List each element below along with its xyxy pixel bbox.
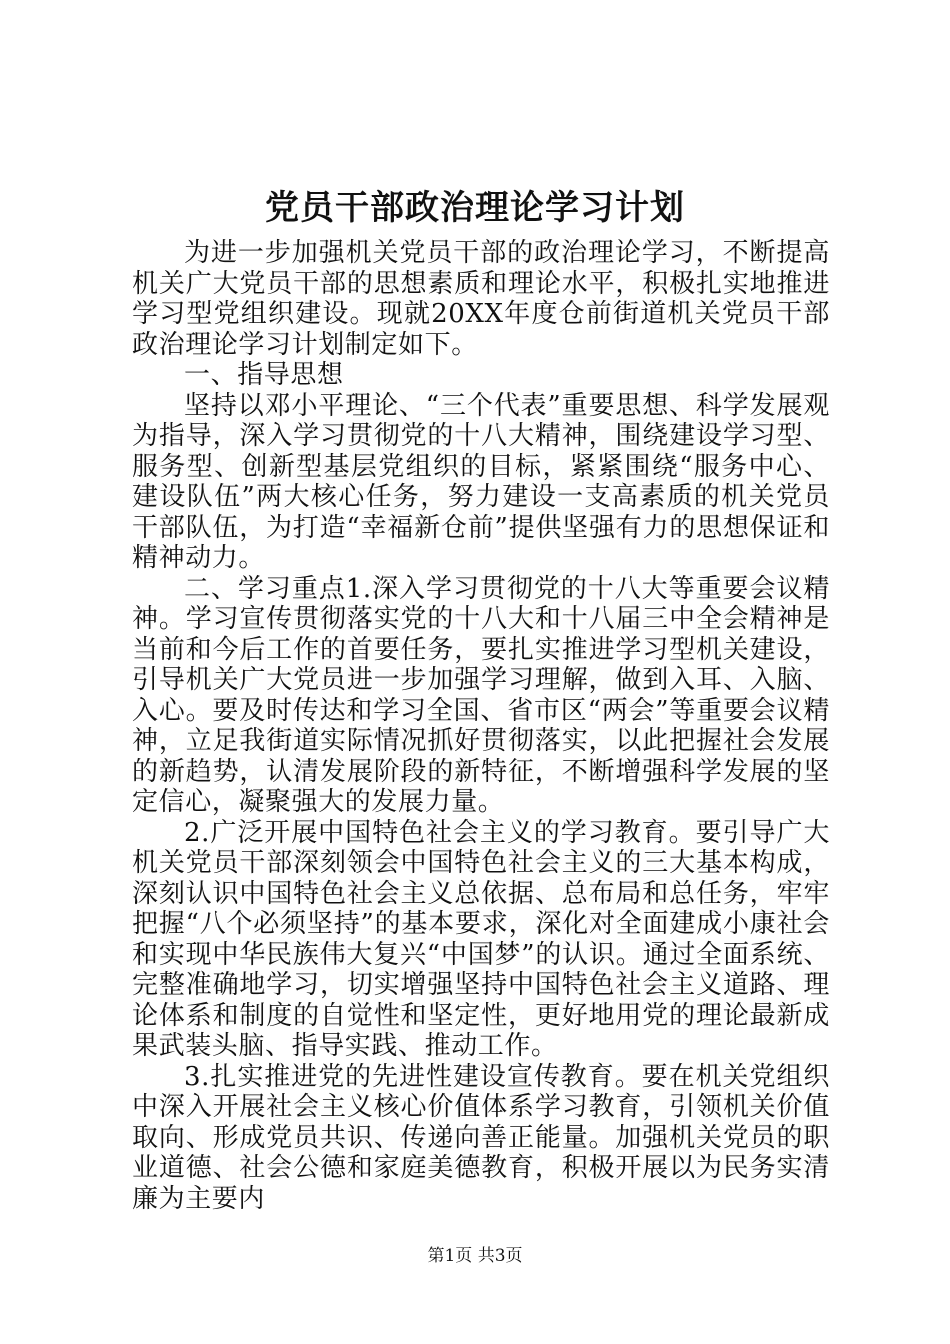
document-title: 党员干部政治理论学习计划 — [265, 188, 685, 228]
study-focus-paragraph-1: 二、学习重点1.深入学习贯彻党的十八大等重要会议精神。学习宣传贯彻落实党的十八大和十八届三中全会精神是当前和今后工作的首要任务，要扎实推进学习型机关建设，引导机关广大党员进一步加强学习理解，做到入耳、入脑、入心。要及时传达和学习全国、省市区“两会”等重要会议精神，立足我街道实际情况抓好贯彻落实，以此把握社会发展的新趋势，认清发展阶段的新特征，不断增强科学发展的坚定信心，凝聚强大的发展力量。 — [132, 573, 830, 817]
intro-paragraph: 为进一步加强机关党员干部的政治理论学习，不断提高机关广大党员干部的思想素质和理论水平，积极扎实地推进学习型党组织建设。现就20XX年度仓前街道机关党员干部政治理论学习计划制定如下。 — [132, 238, 830, 360]
section-heading-guiding-thought: 一、指导思想 — [184, 360, 344, 390]
document-body — [132, 238, 830, 1214]
guiding-thought-paragraph: 坚持以邓小平理论、“三个代表”重要思想、科学发展观为指导，深入学习贯彻党的十八大精神，围绕建设学习型、服务型、创新型基层党组织的目标，紧紧围绕“服务中心、建设队伍”两大核心任务，努力建设一支高素质的机关党员干部队伍，为打造“幸福新仓前”提供坚强有力的思想保证和精神动力。 — [132, 390, 830, 573]
study-focus-paragraph-2: 2.广泛开展中国特色社会主义的学习教育。要引导广大机关党员干部深刻领会中国特色社会主义的三大基本构成，深刻认识中国特色社会主义总依据、总布局和总任务，牢牢把握“八个必须坚持”的基本要求，深化对全面建成小康社会和实现中华民族伟大复兴“中国梦”的认识。通过全面系统、完整准确地学习，切实增强坚持中国特色社会主义道路、理论体系和制度的自觉性和坚定性，更好地用党的理论最新成果武装头脑、指导实践、推动工作。 — [132, 817, 830, 1061]
page-footer: 第1页 共3页 — [427, 1246, 523, 1266]
study-focus-paragraph-3: 3.扎实推进党的先进性建设宣传教育。要在机关党组织中深入开展社会主义核心价值体系学习教育，引领机关价值取向、形成党员共识、传递向善正能量。加强机关党员的职业道德、社会公德和家庭美德教育，积极开展以为民务实清廉为主要内 — [132, 1061, 830, 1214]
